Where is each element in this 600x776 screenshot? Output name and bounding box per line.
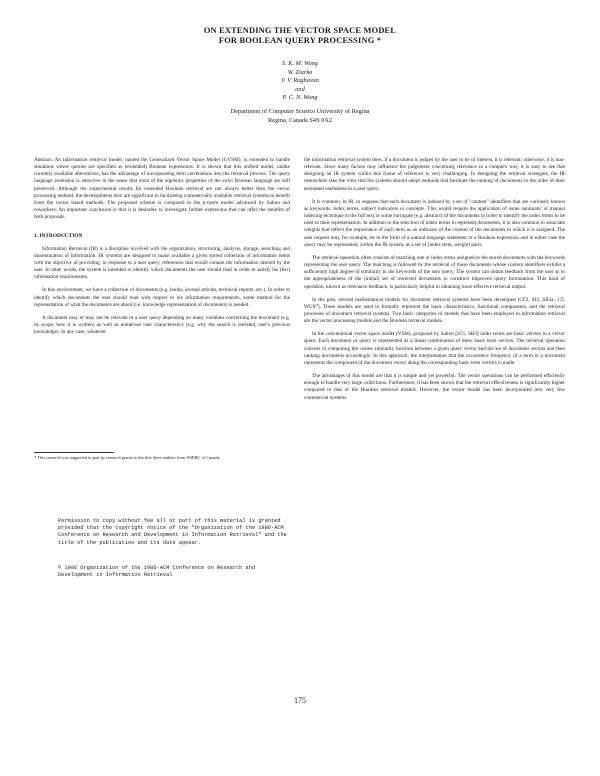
affiliation xyxy=(0,108,600,125)
title-line-1: ON EXTENDING THE VECTOR SPACE MODEL xyxy=(203,26,397,35)
author-2: W. Ziarko xyxy=(287,68,313,76)
right-paragraph-2: It is common, in IR, to suppose that each document is indexed by a set of "content" identifiers that are variously known as keywords, index terms, subject indicators or concepts. This would require the application of some automatic or manual indexing technique to the full text or some surrogate (e.g. abstract) of the documents in order to identify the index terms to be used in their representation. In addition to the selection of index terms to represent documents, it is also common to associate weights that reflect the importance of each term as an indicator of the content of the documents to which it is assigned. The user request may, for example, be in the form of a natural language statement or a Boolean expression and in either case the query may be represented, within the IR system, as a set of (index term, weight) pairs. xyxy=(304,198,565,248)
copyright-notice: © 1986 Organization of the 1986-ACM Conference on Research and Development in Information Retrieval xyxy=(58,565,256,579)
right-paragraph-6: The advantages of this model are that it is simple and yet powerful. The vector operations can be performed efficiently enough to handle very large collections. Furthermore, it has been shown that the retrieval effectiveness is significantly higher compared to that of the Boolean retrieval models. However, the vector model has been incorporated into very few commercial systems. xyxy=(304,373,565,401)
right-paragraph-4: In the past, several mathematical models for document retrieval systems have been developed [CF2, SI3, SB3a, 17I, WU87]. These models are used to formally represent the basic characteristics, functional components, and the retrieval processes of document retrieval systems. Two basic categories of models that have been employed in information retrieval are the vector processing models and the Boolean retrieval models. xyxy=(304,296,565,325)
paper-title xyxy=(0,26,600,46)
affiliation-city: Regina, Canada S4S 0A2 xyxy=(267,116,332,124)
right-paragraph-5: In the conventional vector space model (VSM), proposed by Salton [S71, SB3] index terms are basic vectors in a vector space. Each document or query is represented as a linear combination of these basic term vectors. The retrieval operation consists of computing the cosine similarity function between a given query vector and the set of document vectors and then ranking documents accordingly. In this approach, the interpretation that the occurrence frequency of a term in a document represents the component of the document vector along the corresponding basic term vectors is made. xyxy=(304,331,565,366)
right-paragraph-3: The retrieval operation often consists of matching one or index terms assigned to the stored documents with the keywords representing the user query. The matching is followed by the retrieval of those documents whose content identifiers exhibit a sufficiently high degree of similarity to the keywords of the user query. The system can obtain feedback from the user as to the appropriateness of the (initial) set of retrieved documents to construct improved query formulation. This kind of operation, known as relevance feedback, is particularly helpful in obtaining more effective retrieval output. xyxy=(304,254,565,290)
author-1: S. K. M. Wong xyxy=(281,60,319,67)
abstract: Abstract. An information retrieval model, named the Generalized Vector Space Model (GVSM), is extended to handle situations where queries are specified as (extended) Boolean expressions. It is shown that this unified model, unlike currently available alternatives, has the advantage of incorporating term correlations into the retrieval process. The query language extension is attractive in the sense that most of the algebraic properties of the strict Boolean language are still preserved. Although the experimental results for extended Boolean retrieval are not always better than the vector processing method, the developments here are significant in facilitating commercially available retrieval systems to benefit from the vector based methods. The proposed scheme is compared to the p-norm model advanced by Salton and coworkers. An important conclusion is that it is desirable to investigate further extensions that can offer the benefits of both proposals. xyxy=(34,157,290,221)
author-conjunction: and xyxy=(295,85,305,93)
right-column xyxy=(304,157,565,408)
author-4: P. C. N. Wong xyxy=(282,94,318,102)
intro-paragraph-2: In this environment, we have a collection of documents (e.g. books, journal articles, technical reports, etc.). In order to identify which documents the user should read with respect to his information requirements, some method for the representation of what the documents are about (i.e. knowledge representation of documents) is needed. xyxy=(34,287,290,308)
left-column xyxy=(34,157,290,342)
title-line-2: FOR BOOLEAN QUERY PROCESSING * xyxy=(218,36,382,45)
author-list xyxy=(0,60,600,103)
section-heading-introduction: 1. INTRODUCTION xyxy=(34,233,83,240)
intro-paragraph-3: A document may or may not be relevant to a user query depending on many variables concerning the document (e.g. its scope, how it is written) as well as numerous user characteristics (e.g. why the search is initiated, user's previous knowledge). In any case, whatever xyxy=(34,314,290,336)
page-number: 175 xyxy=(294,696,306,705)
footnote-divider xyxy=(34,452,114,453)
permission-notice: Permission to copy without fee all or part of this material is granted provided that the copyright notice of the "Organization of the 1986-ACM Conference on Research and Development in Information Retrieval" and the title of the publication and its date appear. xyxy=(58,518,287,546)
right-paragraph-1: the information retrieval system does, if a document is judged by the user to be of interest, it is relevant; otherwise, it is non-relevant. Since many factors may influence the judgement concerning relevance in a complex way, it is easy to see that designing an IR system within this frame of reference is very challenging. In designing the retrieval strategies, the IR researchers take the view that the systems should adopt methods that facilitate the ranking of documents in the order of their estimated usefulness to a user query. xyxy=(304,157,565,192)
author-3: V. V. Raghavan xyxy=(281,77,319,85)
footnote: * This research was supported in part by research grants to the first three authors from NSERC of Canada xyxy=(34,455,220,460)
intro-paragraph-1: Information Retrieval (IR) is a discipline involved with the organization, structuring, analysis, storage, searching and dissemination of information. IR systems are designed to make available a given stored collection of information items with the objective of providing, in response to a user query, references that would contain the information desired by the user. In other words, the system is intended to identify which documents the user should read in order to satisfy his (her) information requirements. xyxy=(34,245,290,281)
affiliation-dept: Department of Computer Science University of Regina xyxy=(230,108,370,115)
